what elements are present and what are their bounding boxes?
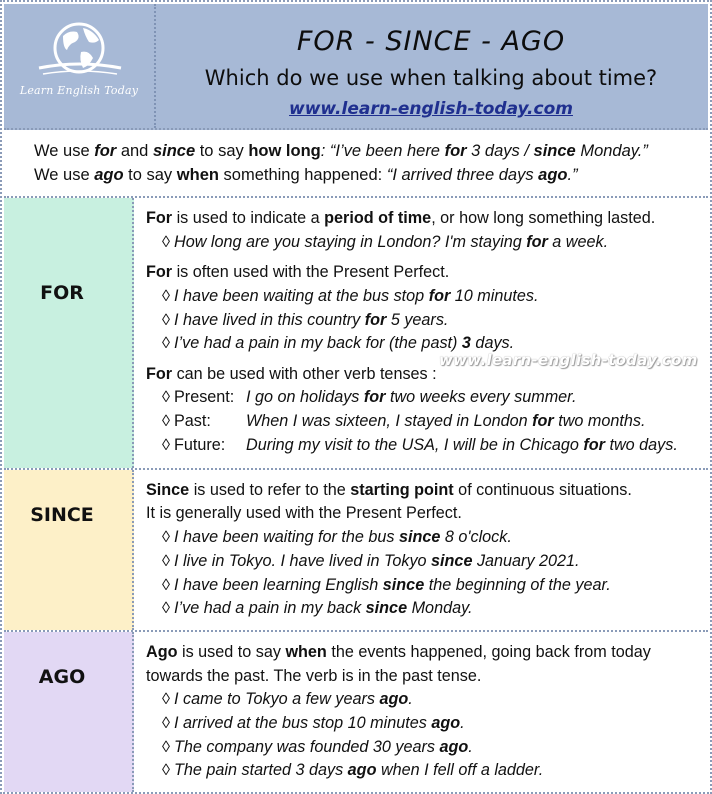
diamond-icon: ◊ bbox=[162, 311, 170, 329]
page-title: FOR - SINCE - AGO bbox=[296, 26, 566, 57]
for-label-cell bbox=[4, 198, 134, 468]
diamond-icon: ◊ bbox=[162, 714, 170, 732]
page-subtitle: Which do we use when talking about time? bbox=[204, 66, 658, 90]
ago-example-1: ◊ I came to Tokyo a few years ago. bbox=[162, 690, 413, 708]
diamond-icon: ◊ bbox=[162, 761, 170, 779]
ago-label-cell bbox=[4, 632, 134, 792]
for-rule-1: For is used to indicate a period of time, or how long something lasted. bbox=[146, 209, 656, 227]
for-section bbox=[4, 198, 708, 470]
site-link[interactable]: www.learn-english-today.com bbox=[289, 99, 573, 119]
ago-example-3: ◊ The company was founded 30 years ago. bbox=[162, 738, 473, 756]
for-rule-2: For is often used with the Present Perfect. bbox=[146, 263, 450, 281]
for-example-future: ◊ Future: During my visit to the USA, I will be in Chicago for two days. bbox=[162, 436, 678, 454]
since-label: SINCE bbox=[30, 504, 94, 526]
header bbox=[4, 4, 708, 130]
intro-line-2: We use ago to say when something happened: “I arrived three days ago.” bbox=[34, 166, 578, 184]
diamond-icon: ◊ bbox=[162, 287, 170, 305]
watermark: www.learn-english-today.com bbox=[439, 351, 698, 369]
diamond-icon: ◊ bbox=[162, 690, 170, 708]
ago-section bbox=[4, 632, 708, 792]
for-example-4: ◊ I’ve had a pain in my back for (the past) 3 days. bbox=[162, 334, 515, 352]
since-section bbox=[4, 470, 708, 632]
since-rule-2: It is generally used with the Present Perfect. bbox=[146, 504, 462, 522]
intro-box bbox=[4, 132, 708, 198]
since-example-3: ◊ I have been learning English since the beginning of the year. bbox=[162, 576, 611, 594]
for-example-present: ◊ Present: I go on holidays for two weeks every summer. bbox=[162, 388, 577, 406]
for-example-3: ◊ I have lived in this country for 5 years. bbox=[162, 311, 449, 329]
for-rule-3: For can be used with other verb tenses : bbox=[146, 365, 437, 383]
since-example-2: ◊ I live in Tokyo. I have lived in Tokyo since January 2021. bbox=[162, 552, 580, 570]
intro-line-1: We use for and since to say how long: “I’ve been here for 3 days / since Monday.” bbox=[34, 142, 648, 160]
ago-label: AGO bbox=[38, 666, 86, 688]
diamond-icon: ◊ bbox=[162, 388, 170, 406]
diamond-icon: ◊ bbox=[162, 334, 170, 352]
logo bbox=[4, 4, 156, 128]
diamond-icon: ◊ bbox=[162, 412, 170, 430]
diamond-icon: ◊ bbox=[162, 552, 170, 570]
for-label: FOR bbox=[40, 282, 84, 304]
globe-icon bbox=[29, 14, 129, 86]
logo-text: Learn English Today bbox=[19, 84, 139, 97]
diamond-icon: ◊ bbox=[162, 528, 170, 546]
diamond-icon: ◊ bbox=[162, 436, 170, 454]
diamond-icon: ◊ bbox=[162, 738, 170, 756]
diamond-icon: ◊ bbox=[162, 576, 170, 594]
ago-rule-2: towards the past. The verb is in the past tense. bbox=[146, 667, 482, 685]
since-example-4: ◊ I’ve had a pain in my back since Monday. bbox=[162, 599, 473, 617]
since-rule-1: Since is used to refer to the starting point of continuous situations. bbox=[146, 481, 632, 499]
for-example-past: ◊ Past: When I was sixteen, I stayed in London for two months. bbox=[162, 412, 646, 430]
ago-rule-1: Ago is used to say when the events happened, going back from today bbox=[146, 643, 651, 661]
for-example-1: ◊ How long are you staying in London? I'm staying for a week. bbox=[162, 233, 609, 251]
ago-example-2: ◊ I arrived at the bus stop 10 minutes ago. bbox=[162, 714, 465, 732]
diamond-icon: ◊ bbox=[162, 599, 170, 617]
for-example-2: ◊ I have been waiting at the bus stop for 10 minutes. bbox=[162, 287, 539, 305]
ago-example-4: ◊ The pain started 3 days ago when I fell off a ladder. bbox=[162, 761, 544, 779]
since-example-1: ◊ I have been waiting for the bus since 8 o'clock. bbox=[162, 528, 512, 546]
since-label-cell bbox=[4, 470, 134, 630]
diamond-icon: ◊ bbox=[162, 233, 170, 251]
